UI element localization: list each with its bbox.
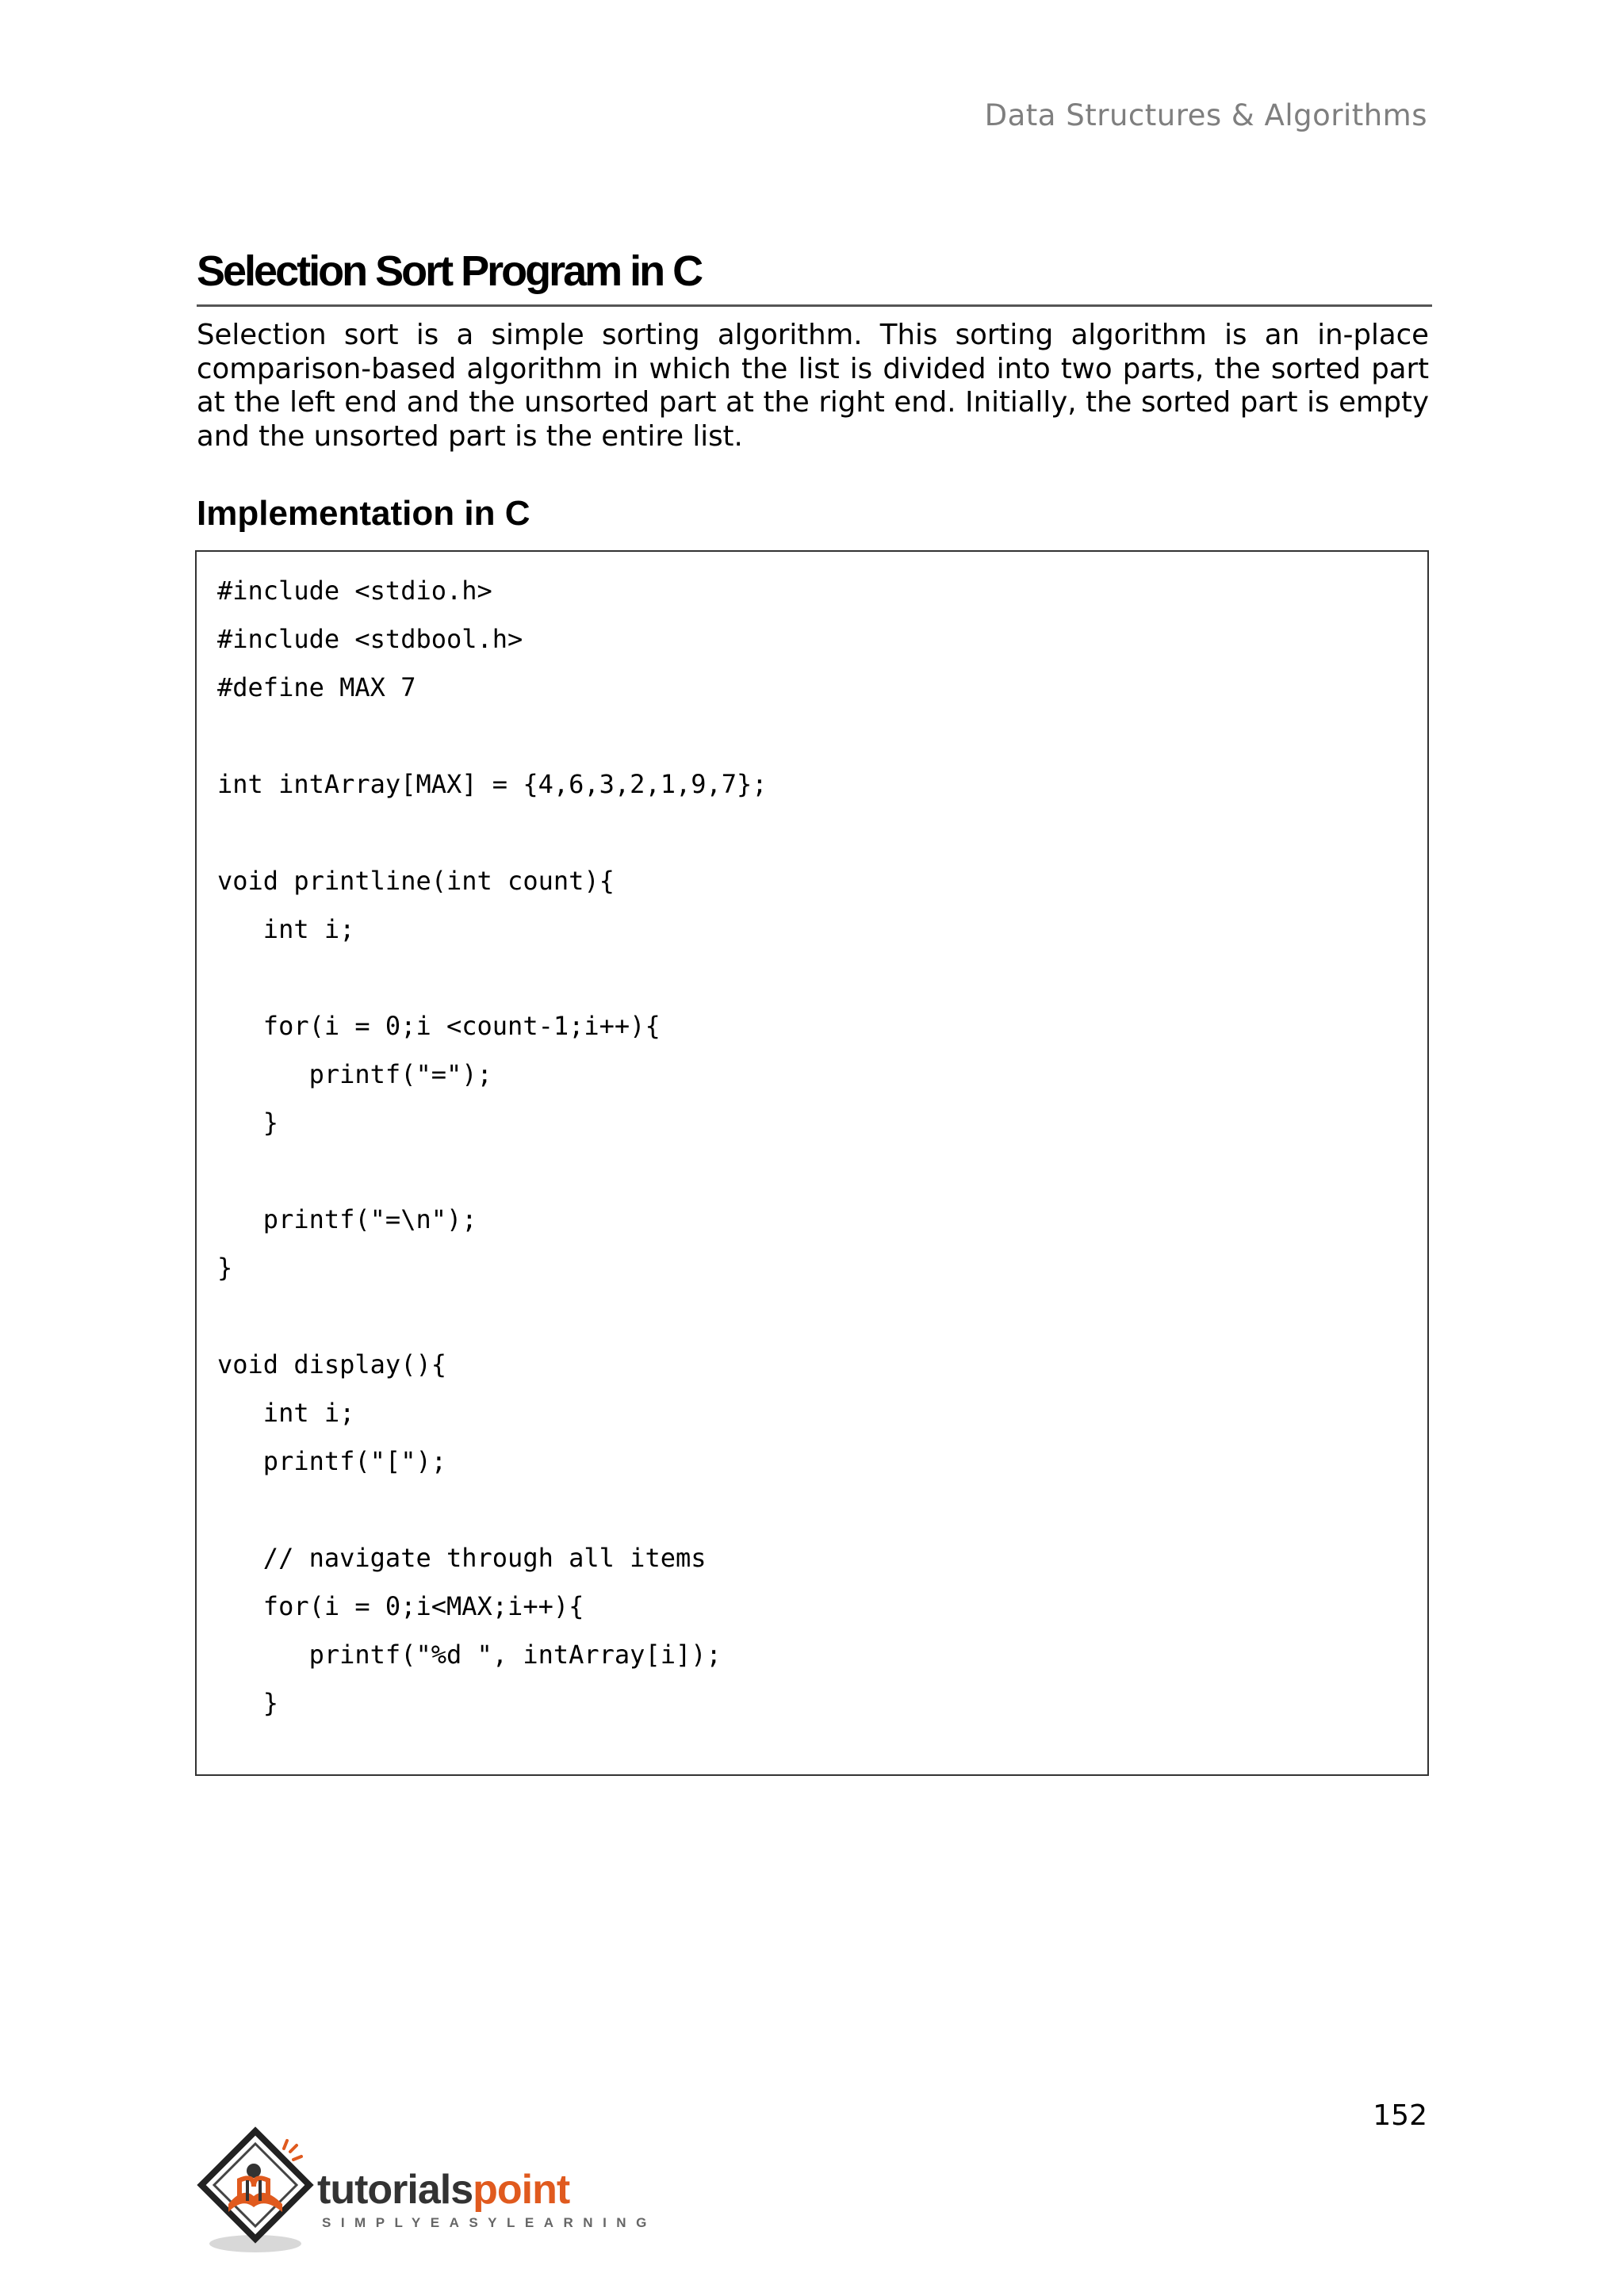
- intro-paragraph: Selection sort is a simple sorting algorithm. This sorting algorithm is an in-place comparison-based algorithm in which the list is divided into two parts, the sorted part at the left end and the unsorted part at the right end. Initially, the sorted part is empty and the unsorted part is the entire list.: [197, 319, 1429, 453]
- code-line: int intArray[MAX] = {4,6,3,2,1,9,7};: [217, 769, 768, 799]
- section-title: Selection Sort Program in C: [197, 243, 1432, 307]
- logo-emblem-icon: [190, 2125, 325, 2267]
- code-line: }: [217, 1253, 233, 1283]
- code-line: int i;: [217, 1398, 355, 1428]
- code-line: printf("=\n");: [217, 1204, 477, 1234]
- code-line: printf("%d ", intArray[i]);: [217, 1640, 722, 1670]
- code-line: [217, 1292, 1427, 1341]
- implementation-heading: Implementation in C: [197, 494, 530, 533]
- code-line: void printline(int count){: [217, 866, 615, 896]
- running-header: Data Structures & Algorithms: [984, 98, 1427, 132]
- code-line: #define MAX 7: [217, 672, 416, 702]
- code-line: printf("[");: [217, 1446, 446, 1476]
- code-line: for(i = 0;i<MAX;i++){: [217, 1591, 584, 1621]
- code-block: [195, 550, 1429, 1776]
- logo-wordmark: [317, 2166, 569, 2214]
- code-line: // navigate through all items: [217, 1543, 707, 1573]
- code-line: #include <stdio.h>: [217, 576, 492, 606]
- code-line: printf("=");: [217, 1059, 492, 1089]
- code-line: for(i = 0;i <count-1;i++){: [217, 1011, 661, 1041]
- code-line: [217, 1486, 1427, 1534]
- tutorialspoint-logo: [190, 2125, 657, 2267]
- logo-tagline: SIMPLYEASYLEARNING: [322, 2215, 657, 2230]
- logo-wordmark-part1: tutorials: [317, 2167, 473, 2213]
- page-number: 152: [1373, 2099, 1427, 2132]
- code-line: [217, 712, 1427, 760]
- code-line: }: [217, 1108, 279, 1138]
- code-line: [217, 809, 1427, 857]
- code-line: #include <stdbool.h>: [217, 624, 523, 654]
- code-line: int i;: [217, 914, 355, 944]
- logo-wordmark-part2: point: [473, 2167, 570, 2213]
- code-line: [217, 954, 1427, 1002]
- code-line: void display(){: [217, 1349, 446, 1380]
- code-line: }: [217, 1688, 279, 1718]
- code-line: [217, 1147, 1427, 1196]
